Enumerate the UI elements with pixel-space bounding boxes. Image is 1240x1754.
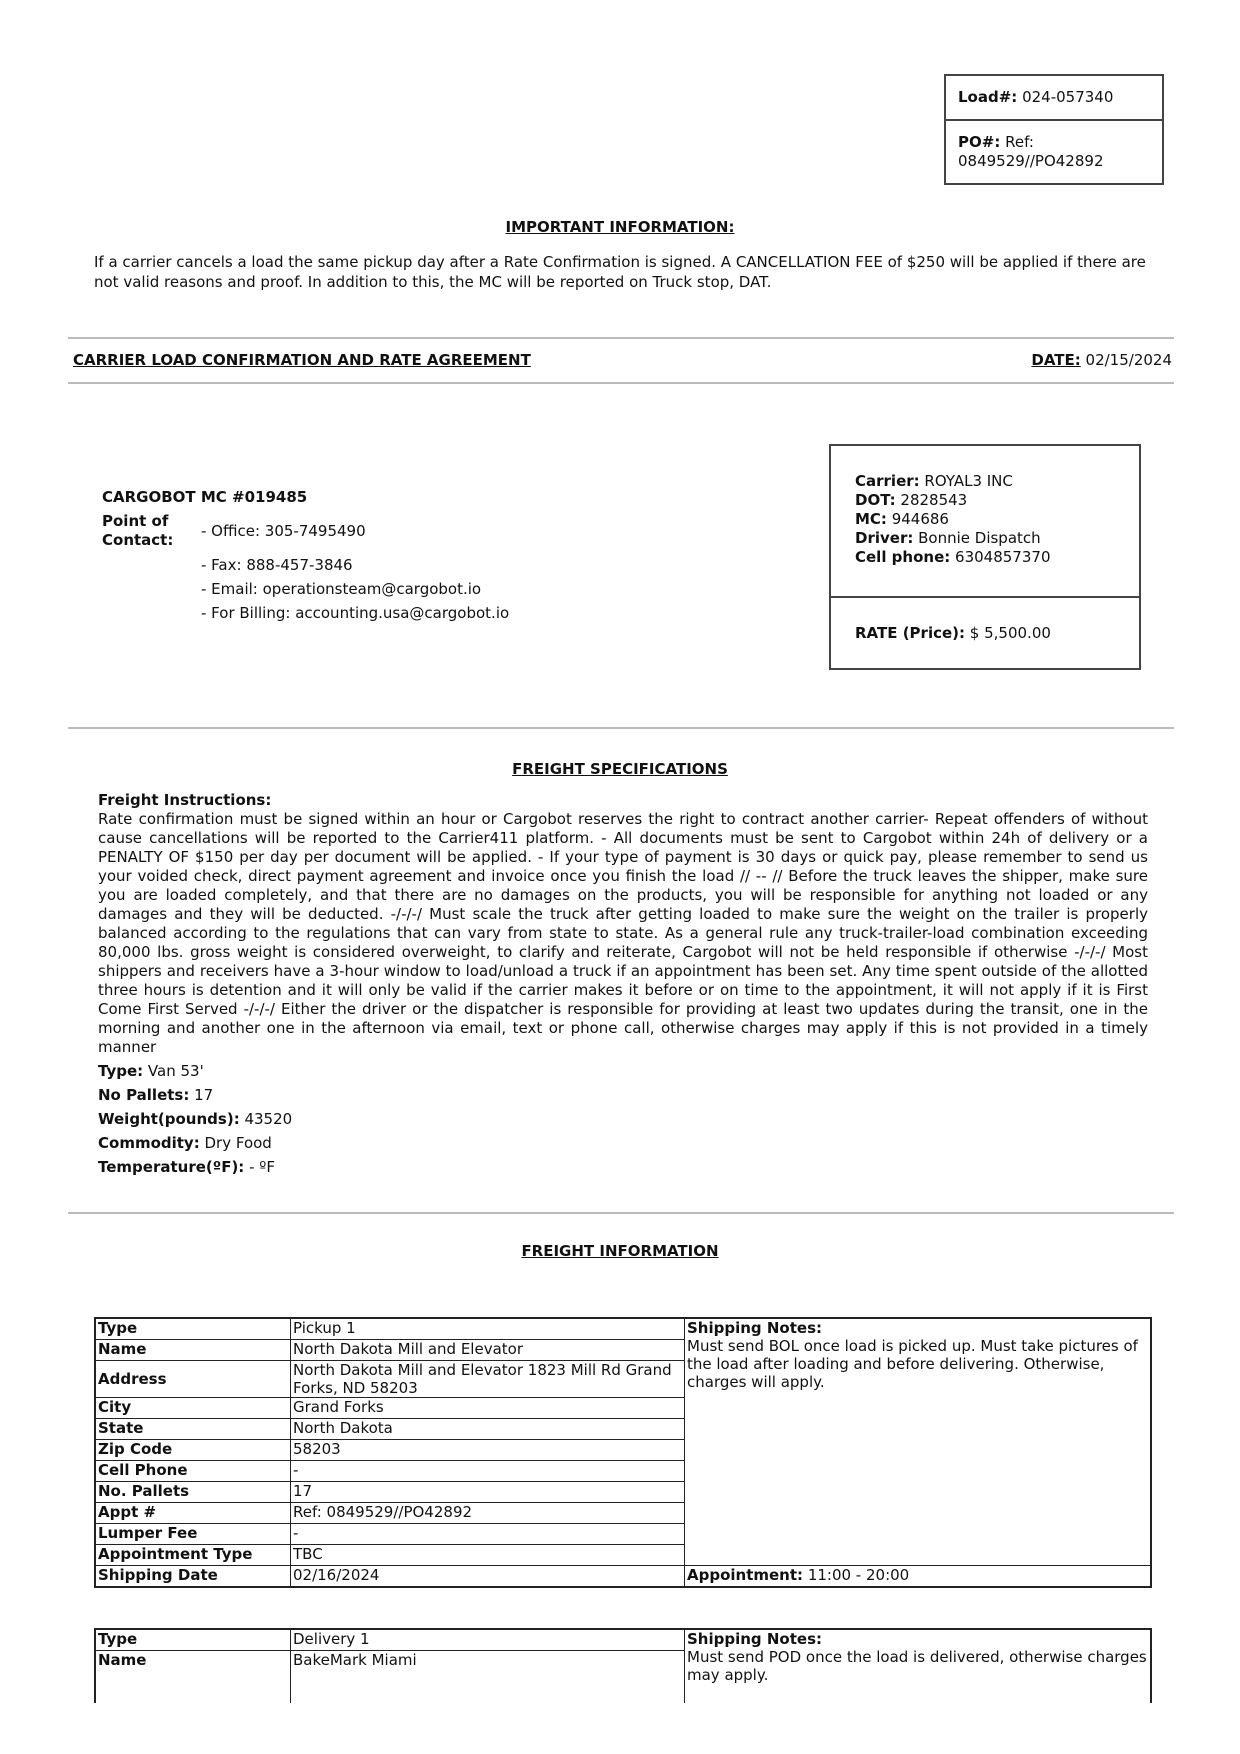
agreement-title: CARRIER LOAD CONFIRMATION AND RATE AGREEMENT — [73, 351, 531, 369]
carrier-dot — [855, 491, 1115, 510]
rate-label: RATE (Price): — [855, 624, 966, 642]
spec-weight — [98, 1110, 292, 1128]
point-of-contact-label: Point of Contact: — [102, 512, 174, 549]
carrier-driver — [855, 529, 1115, 548]
carrier-cell-phone — [855, 548, 1115, 567]
shipping-notes-text: Must send POD once the load is delivered, otherwise charges may apply. — [687, 1648, 1147, 1684]
divider — [68, 337, 1174, 339]
row-value: 17 — [291, 1482, 685, 1503]
broker-office: - Office: 305-7495490 — [201, 522, 366, 540]
row-value: Grand Forks — [291, 1398, 685, 1419]
carrier-dot-value: 2828543 — [900, 491, 968, 509]
appointment-label: Appointment: — [687, 1566, 804, 1584]
spec-pallets-value: 17 — [194, 1086, 214, 1104]
divider — [68, 727, 1174, 729]
divider — [68, 382, 1174, 384]
spec-weight-label: Weight(pounds): — [98, 1110, 240, 1128]
important-line-1: If a carrier cancels a load the same pickup day after a Rate Confirmation is signed. A CANCELLATION FEE of $250 will be applied if there are — [94, 253, 1146, 271]
row-value: - — [291, 1524, 685, 1545]
spec-commodity-value: Dry Food — [204, 1134, 272, 1152]
spec-pallets — [98, 1086, 213, 1104]
freight-instructions-label: Freight Instructions: — [98, 791, 272, 809]
broker-fax: - Fax: 888-457-3846 — [201, 556, 353, 574]
pickup-shipping-notes — [685, 1318, 1152, 1566]
spec-pallets-label: No Pallets: — [98, 1086, 190, 1104]
row-label: Type — [95, 1318, 291, 1340]
row-value: Ref: 0849529//PO42892 — [291, 1503, 685, 1524]
row-value: North Dakota Mill and Elevator 1823 Mill Rd Grand Forks, ND 58203 — [291, 1361, 685, 1398]
important-information-title: IMPORTANT INFORMATION: — [505, 218, 735, 236]
spec-type-label: Type: — [98, 1062, 144, 1080]
carrier-cell-value: 6304857370 — [955, 548, 1051, 566]
spec-temperature-value: - ºF — [249, 1158, 275, 1176]
po-number-value-ref: Ref: — [1005, 133, 1034, 151]
broker-email: - Email: operationsteam@cargobot.io — [201, 580, 482, 598]
row-label: Type — [95, 1629, 291, 1651]
rate-price — [831, 596, 1139, 668]
carrier-driver-value: Bonnie Dispatch — [918, 529, 1041, 547]
row-value: - — [291, 1461, 685, 1482]
carrier-cell-label: Cell phone: — [855, 548, 951, 566]
broker-billing: - For Billing: accounting.usa@cargobot.io — [201, 604, 510, 622]
pickup-table — [94, 1317, 1152, 1588]
freight-specifications-title: FREIGHT SPECIFICATIONS — [512, 760, 728, 778]
carrier-box — [829, 444, 1141, 670]
carrier-mc-value: 944686 — [891, 510, 949, 528]
load-number-value: 024-057340 — [1022, 88, 1114, 106]
row-value: TBC — [291, 1545, 685, 1566]
row-label: Cell Phone — [95, 1461, 291, 1482]
row-label: Name — [95, 1340, 291, 1361]
row-label: Appt # — [95, 1503, 291, 1524]
shipping-notes-label: Shipping Notes: — [687, 1630, 823, 1648]
load-info-box — [944, 74, 1164, 185]
spec-weight-value: 43520 — [244, 1110, 293, 1128]
row-value: BakeMark Miami — [291, 1651, 685, 1704]
spec-temperature-label: Temperature(ºF): — [98, 1158, 245, 1176]
spec-type-value: Van 53' — [147, 1062, 204, 1080]
carrier-mc — [855, 510, 1115, 529]
broker-name-text: CARGOBOT MC #019485 — [102, 488, 308, 506]
table-row — [95, 1318, 1151, 1340]
po-number-value: 0849529//PO42892 — [958, 152, 1104, 170]
row-label: Lumper Fee — [95, 1524, 291, 1545]
carrier-mc-label: MC: — [855, 510, 887, 528]
rate-value: $ 5,500.00 — [969, 624, 1051, 642]
row-label: Appointment Type — [95, 1545, 291, 1566]
shipping-notes-label: Shipping Notes: — [687, 1319, 823, 1337]
important-line-2: not valid reasons and proof. In addition to this, the MC will be reported on Truck stop, DAT. — [94, 273, 772, 291]
row-label: Zip Code — [95, 1440, 291, 1461]
po-number — [946, 119, 1162, 183]
spec-commodity — [98, 1134, 272, 1152]
date-value: 02/15/2024 — [1085, 351, 1172, 369]
po-number-label: PO#: — [958, 133, 1001, 151]
row-label: City — [95, 1398, 291, 1419]
carrier-driver-label: Driver: — [855, 529, 914, 547]
freight-information-title: FREIGHT INFORMATION — [521, 1242, 719, 1260]
load-number-label: Load#: — [958, 88, 1018, 106]
table-row — [95, 1566, 1151, 1588]
carrier-details — [831, 446, 1139, 596]
row-value: Delivery 1 — [291, 1629, 685, 1651]
load-number — [946, 76, 1162, 119]
divider — [68, 1212, 1174, 1214]
delivery-table — [94, 1628, 1152, 1703]
row-label: Address — [95, 1361, 291, 1398]
date-label: DATE: — [1031, 351, 1081, 369]
row-value: North Dakota Mill and Elevator — [291, 1340, 685, 1361]
row-label: State — [95, 1419, 291, 1440]
freight-instructions-text: Rate confirmation must be signed within an hour or Cargobot reserves the right to contract another carrier- Repeat offenders of without cause cancellations will be reported to the Carrier411 platform. - All documents must be sent to Cargobot within 24h of delivery or a PENALTY OF $150 per day per document will be applied. - If your type of payment is 30 days or quick pay, please remember to send us your voided check, direct payment agreement and invoice once you finish the load // -- // Before the truck leaves the shipper, make sure you are loaded completely, and that there are no damages on the products, you will be responsible for anything not loaded or any damages and they will be deducted. -/-/-/ Must scale the truck after getting loaded to make sure the weight on the trailer is properly balanced according to the regulations that can vary from state to state. As a general rule any truck-trailer-load combination exceeding 80,000 lbs. gross weight is considered overweight, to clarify and reiterate, Cargobot will not be held responsible if otherwise -/-/-/ Most shippers and receivers have a 3-hour window to load/unload a truck if an appointment has been set. Any time spent outside of the allotted three hours is detention and it will only be valid if the carrier makes it before or on time to the appointment, it will not apply if it is First Come First Served -/-/-/ Either the driver or the dispatcher is responsible for providing at least two updates during the transit, one in the morning and another one in the afternoon via email, text or phone call, otherwise charges may apply if this is not provided in a timely manner — [98, 810, 1148, 1056]
broker-name — [102, 488, 307, 506]
row-label: Shipping Date — [95, 1566, 291, 1588]
row-value: Pickup 1 — [291, 1318, 685, 1340]
row-label: No. Pallets — [95, 1482, 291, 1503]
carrier-name — [855, 472, 1115, 491]
table-row — [95, 1629, 1151, 1651]
delivery-shipping-notes — [685, 1629, 1152, 1703]
appointment-value: 11:00 - 20:00 — [807, 1566, 910, 1584]
important-information-text — [94, 252, 1162, 292]
row-label: Name — [95, 1651, 291, 1704]
carrier-dot-label: DOT: — [855, 491, 896, 509]
spec-type — [98, 1062, 204, 1080]
pickup-appointment — [685, 1566, 1152, 1588]
spec-commodity-label: Commodity: — [98, 1134, 200, 1152]
row-value: North Dakota — [291, 1419, 685, 1440]
carrier-name-value: ROYAL3 INC — [924, 472, 1013, 490]
agreement-date — [1031, 351, 1172, 369]
row-value: 58203 — [291, 1440, 685, 1461]
carrier-name-label: Carrier: — [855, 472, 920, 490]
row-value: 02/16/2024 — [291, 1566, 685, 1588]
shipping-notes-text: Must send BOL once load is picked up. Must take pictures of the load after loading and before delivering. Otherwise, charges will apply. — [687, 1337, 1138, 1391]
spec-temperature — [98, 1158, 275, 1176]
